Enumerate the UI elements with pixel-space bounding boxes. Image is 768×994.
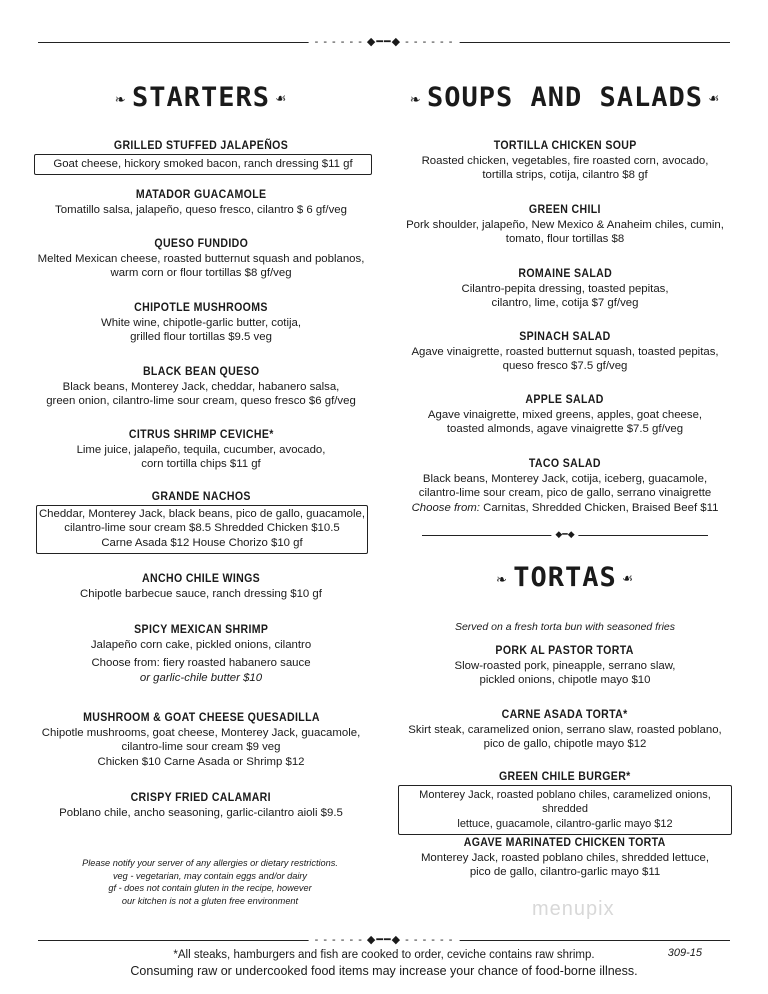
- menu-item: TACO SALAD Black beans, Monterey Jack, cotija, iceberg, guacamole, cilantro-lime sour cream, pico de gallo, serrano vinaigrette Choose from: Carnitas, Shredded Chicken, Braised Beef $11: [411, 456, 719, 514]
- menu-item: ANCHO CHILE WINGS Chipotle barbecue sauce, ranch dressing $10 gf: [80, 571, 322, 600]
- menu-item: SPINACH SALAD Agave vinaigrette, roasted butternut squash, toasted pepitas, queso fresco $7.5 gf/veg: [411, 329, 719, 372]
- menu-item: APPLE SALAD Agave vinaigrette, mixed greens, apples, goat cheese, toasted almonds, agave vinaigrette $7.5 gf/veg: [427, 392, 703, 435]
- dietary-note: Please notify your server of any allergies or dietary restrictions. veg - vegetarian, may contain eggs and/or dairy gf - does not contain gluten in the recipe, however our kitchen is not a gluten free environment: [82, 858, 338, 906]
- menu-item: QUESO FUNDIDO Melted Mexican cheese, roasted butternut squash and poblanos, warm corn or flour tortillas $8 gf/veg: [37, 236, 365, 279]
- menu-item: GREEN CHILI Pork shoulder, jalapeño, New Mexico & Anaheim chiles, cumin, tomato, flour tortillas $8: [406, 202, 724, 245]
- bottom-rule: [38, 934, 730, 946]
- footer-disclaimer: *All steaks, hamburgers and fish are cooked to order, ceviche contains raw shrimp. Consuming raw or undercooked food items may increase your chance of food-borne illness.: [130, 949, 638, 978]
- menu-item: BLACK BEAN QUESO Black beans, Monterey Jack, cheddar, habanero salsa, green onion, cilantro-lime sour cream, queso fresco $6 gf/veg: [46, 364, 356, 407]
- menu-item: ROMAINE SALAD Cilantro-pepita dressing, toasted pepitas, cilantro, lime, cotija $7 gf/veg: [461, 266, 669, 309]
- flourish-icon: ❧: [410, 89, 421, 108]
- flourish-icon: ❧: [496, 569, 508, 588]
- flourish-icon: ☙: [622, 569, 634, 588]
- flourish-icon: ☙: [709, 89, 720, 108]
- menu-item: PORK AL PASTOR TORTA Slow-roasted pork, pineapple, serrano slaw, pickled onions, chipotle mayo $10: [454, 643, 676, 686]
- flourish-icon: ❧: [115, 89, 126, 108]
- menu-item: MATADOR GUACAMOLE Tomatillo salsa, jalapeño, queso fresco, cilantro $ 6 gf/veg: [55, 187, 347, 216]
- menu-item: CRISPY FRIED CALAMARI Poblano chile, ancho seasoning, garlic-cilantro aioli $9.5: [59, 790, 343, 819]
- watermark: menupix: [532, 898, 615, 920]
- top-rule: [38, 36, 730, 48]
- menu-item: AGAVE MARINATED CHICKEN TORTA Monterey Jack, roasted poblano chiles, shredded lettuce, pico de gallo, cilantro-garlic mayo $11: [420, 835, 710, 878]
- menu-item: GRILLED STUFFED JALAPEÑOS Goat cheese, hickory smoked bacon, ranch dressing $11 gf: [26, 138, 376, 175]
- menu-item: CARNE ASADA TORTA* Skirt steak, caramelized onion, serrano slaw, roasted poblano, pico de gallo, chipotle mayo $12: [408, 707, 722, 750]
- tortas-intro: Served on a fresh torta bun with seasoned fries: [454, 621, 676, 633]
- rule-ornament: - - - - - - ◆━━◆ - - - - - -: [309, 35, 460, 49]
- starters-title: ❧ STARTERS ☙: [115, 82, 287, 113]
- menu-item: TORTILLA CHICKEN SOUP Roasted chicken, vegetables, fire roasted corn, avocado, tortilla strips, cotija, cilantro $8 gf: [421, 138, 709, 181]
- section-divider: ◆━◆: [422, 535, 708, 536]
- menu-item: SPICY MEXICAN SHRIMP Jalapeño corn cake, pickled onions, cilantro Choose from: fiery roasted habanero sauce or garlic-chile butter $10: [90, 622, 312, 684]
- menu-item: CHIPOTLE MUSHROOMS White wine, chipotle-garlic butter, cotija, grilled flour tortillas $9.5 veg: [100, 300, 302, 343]
- rule-ornament: - - - - - - ◆━━◆ - - - - - -: [309, 933, 460, 947]
- menu-item: CITRUS SHRIMP CEVICHE* Lime juice, jalapeño, tequila, cucumber, avocado, corn tortilla chips $11 gf: [76, 427, 326, 470]
- tortas-title: ❧ TORTAS ☙: [496, 562, 634, 593]
- menu-code: 309-15: [667, 947, 702, 959]
- soups-title: ❧ SOUPS AND SALADS ☙: [410, 82, 720, 113]
- menu-item: MUSHROOM & GOAT CHEESE QUESADILLA Chipotle mushrooms, goat cheese, Monterey Jack, guacamole, cilantro-lime sour cream $9 veg Chicken $10 Carne Asada or Shrimp $12: [41, 710, 361, 768]
- menu-item: GRANDE NACHOS Cheddar, Monterey Jack, black beans, pico de gallo, guacamole, cilantro-lime sour cream $8.5 Shredded Chicken $10.5 Carne Asada $12 House Chorizo $10 gf: [26, 489, 376, 554]
- flourish-icon: ☙: [276, 89, 287, 108]
- menu-item: GREEN CHILE BURGER* Monterey Jack, roasted poblano chiles, caramelized onions, shredded lettuce, guacamole, cilantro-garlic mayo $12: [400, 769, 730, 835]
